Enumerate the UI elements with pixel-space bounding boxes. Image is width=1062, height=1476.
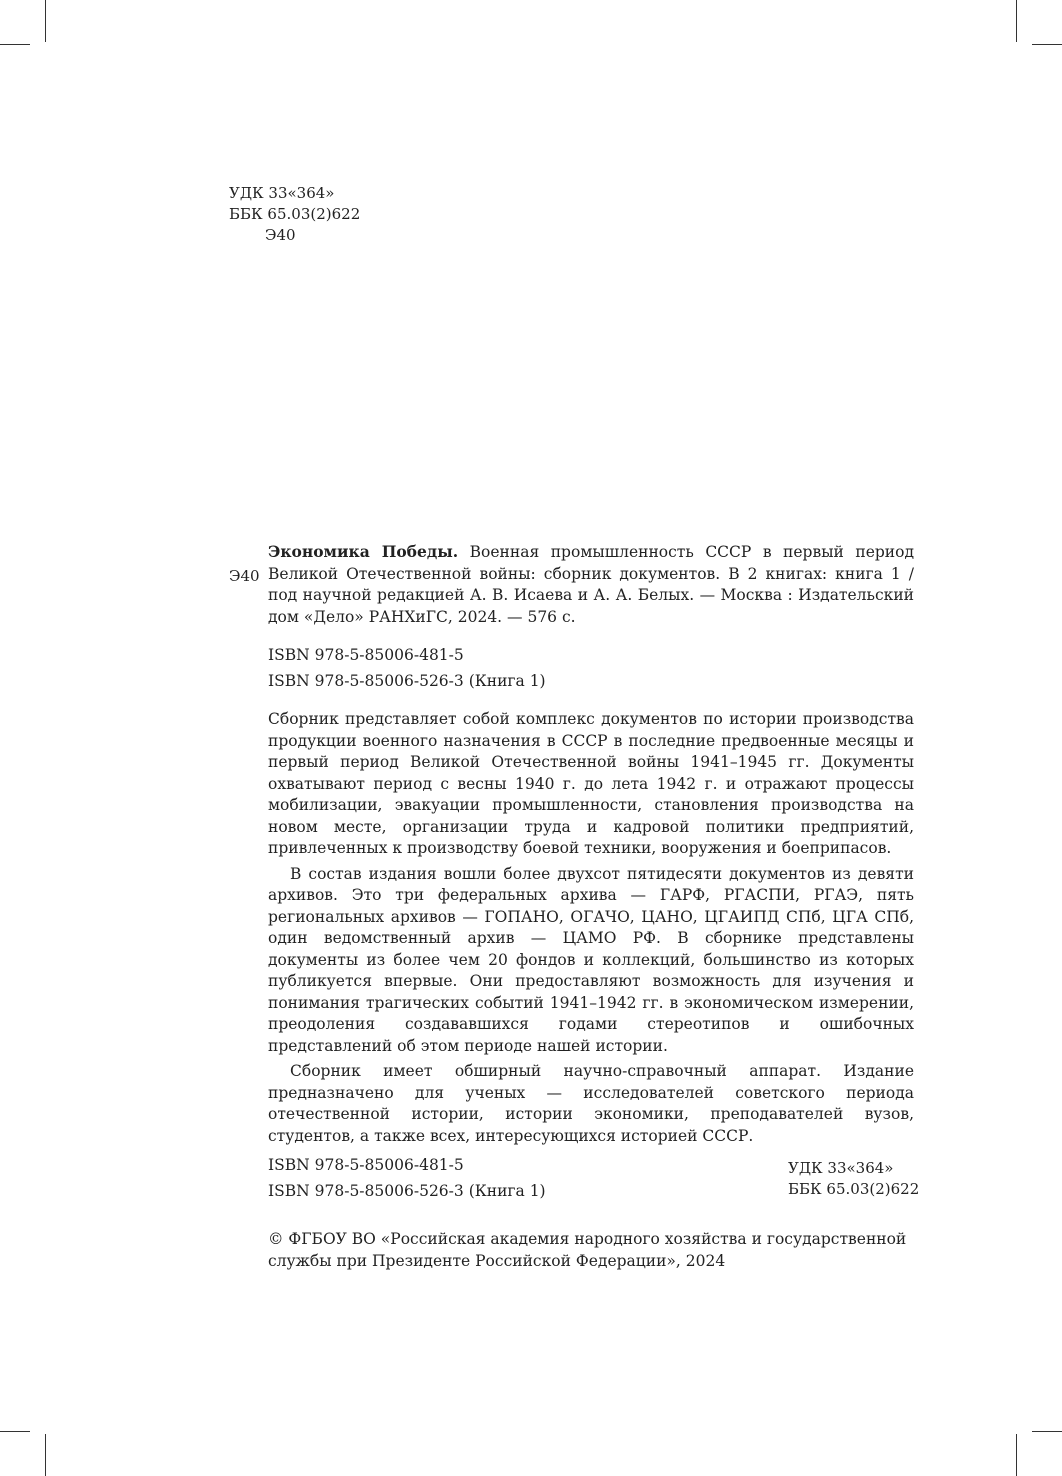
- copyright: © ФГБОУ ВО «Российская академия народного хозяйства и государственной службы при Президенте Российской Федерации», 2024: [268, 1230, 907, 1270]
- isbn-book1: ISBN 978-5-85006-526-3 (Книга 1): [268, 672, 546, 690]
- crop-mark: [1032, 1431, 1062, 1432]
- annotation-paragraph: В состав издания вошли более двухсот пятидесяти документов из девяти архивов. Это три федеральных архива — ГАРФ, РГАСПИ, РГАЭ, пять региональных архивов — ГОПАНО, ОГАЧО, ЦАНО, ЦГАИПД СПб, ЦГА СПб, один ведомственный архив — ЦАМО РФ. В сборнике представлены документы из более чем 20 фондов и коллекций, большинство из которых публикуется впервые. Они предоставляют возможность для изучения и понимания трагических событий 1941–1942 гг. в экономическом измерении, преодоления создававшихся годами стереотипов и ошибочных представлений об этом периоде нашей истории.: [268, 864, 914, 1055]
- crop-mark: [1016, 1434, 1017, 1476]
- author-sign: Э40: [265, 226, 296, 244]
- crop-mark: [45, 0, 46, 42]
- bbk-code: ББК 65.03(2)622: [788, 1180, 920, 1198]
- bbk-code: ББК 65.03(2)622: [229, 205, 361, 223]
- classification-codes-bottom: [788, 1158, 919, 1200]
- udk-code: УДК 33«364»: [229, 184, 335, 202]
- annotation: [268, 709, 914, 1147]
- isbn-set: ISBN 978-5-85006-481-5: [268, 1156, 464, 1174]
- crop-mark: [0, 44, 30, 45]
- bibliographic-entry: [268, 541, 914, 628]
- isbn-block: [268, 642, 914, 694]
- book-title: Экономика Победы.: [268, 542, 459, 561]
- author-sign-margin: Э40: [229, 567, 260, 585]
- crop-mark: [1016, 0, 1017, 42]
- crop-mark: [1032, 44, 1062, 45]
- bibliographic-description: Военная промышленность СССР в первый период Великой Отечественной войны: сборник документов. В 2 книгах: книга 1 / под научной редакцией А. В. Исаева и А. А. Белых. — Москва : Издательский дом «Дело» РАНХиГС, 2024. — 576 с.: [268, 543, 914, 626]
- isbn-set: ISBN 978-5-85006-481-5: [268, 646, 464, 664]
- annotation-paragraph: Сборник имеет обширный научно-справочный аппарат. Издание предназначено для ученых — исследователей советского периода отечественной истории, истории экономики, преподавателей вузов, студентов, а также всех, интересующихся историей СССР.: [268, 1062, 914, 1145]
- annotation-paragraph: Сборник представляет собой комплекс документов по истории производства продукции военного назначения в СССР в последние предвоенные месяцы и первый период Великой Отечественной войны 1941–1945 гг. Документы охватывают период с весны 1940 г. до лета 1942 г. и отражают процессы мобилизации, эвакуации промышленности, становления производства на новом месте, организации труда и кадровой политики предприятий, привлеченных к производству боевой техники, вооружения и боеприпасов.: [268, 710, 914, 857]
- crop-mark: [45, 1434, 46, 1476]
- crop-mark: [0, 1431, 30, 1432]
- isbn-book1: ISBN 978-5-85006-526-3 (Книга 1): [268, 1182, 546, 1200]
- udk-code: УДК 33«364»: [788, 1159, 894, 1177]
- classification-codes: [229, 183, 360, 246]
